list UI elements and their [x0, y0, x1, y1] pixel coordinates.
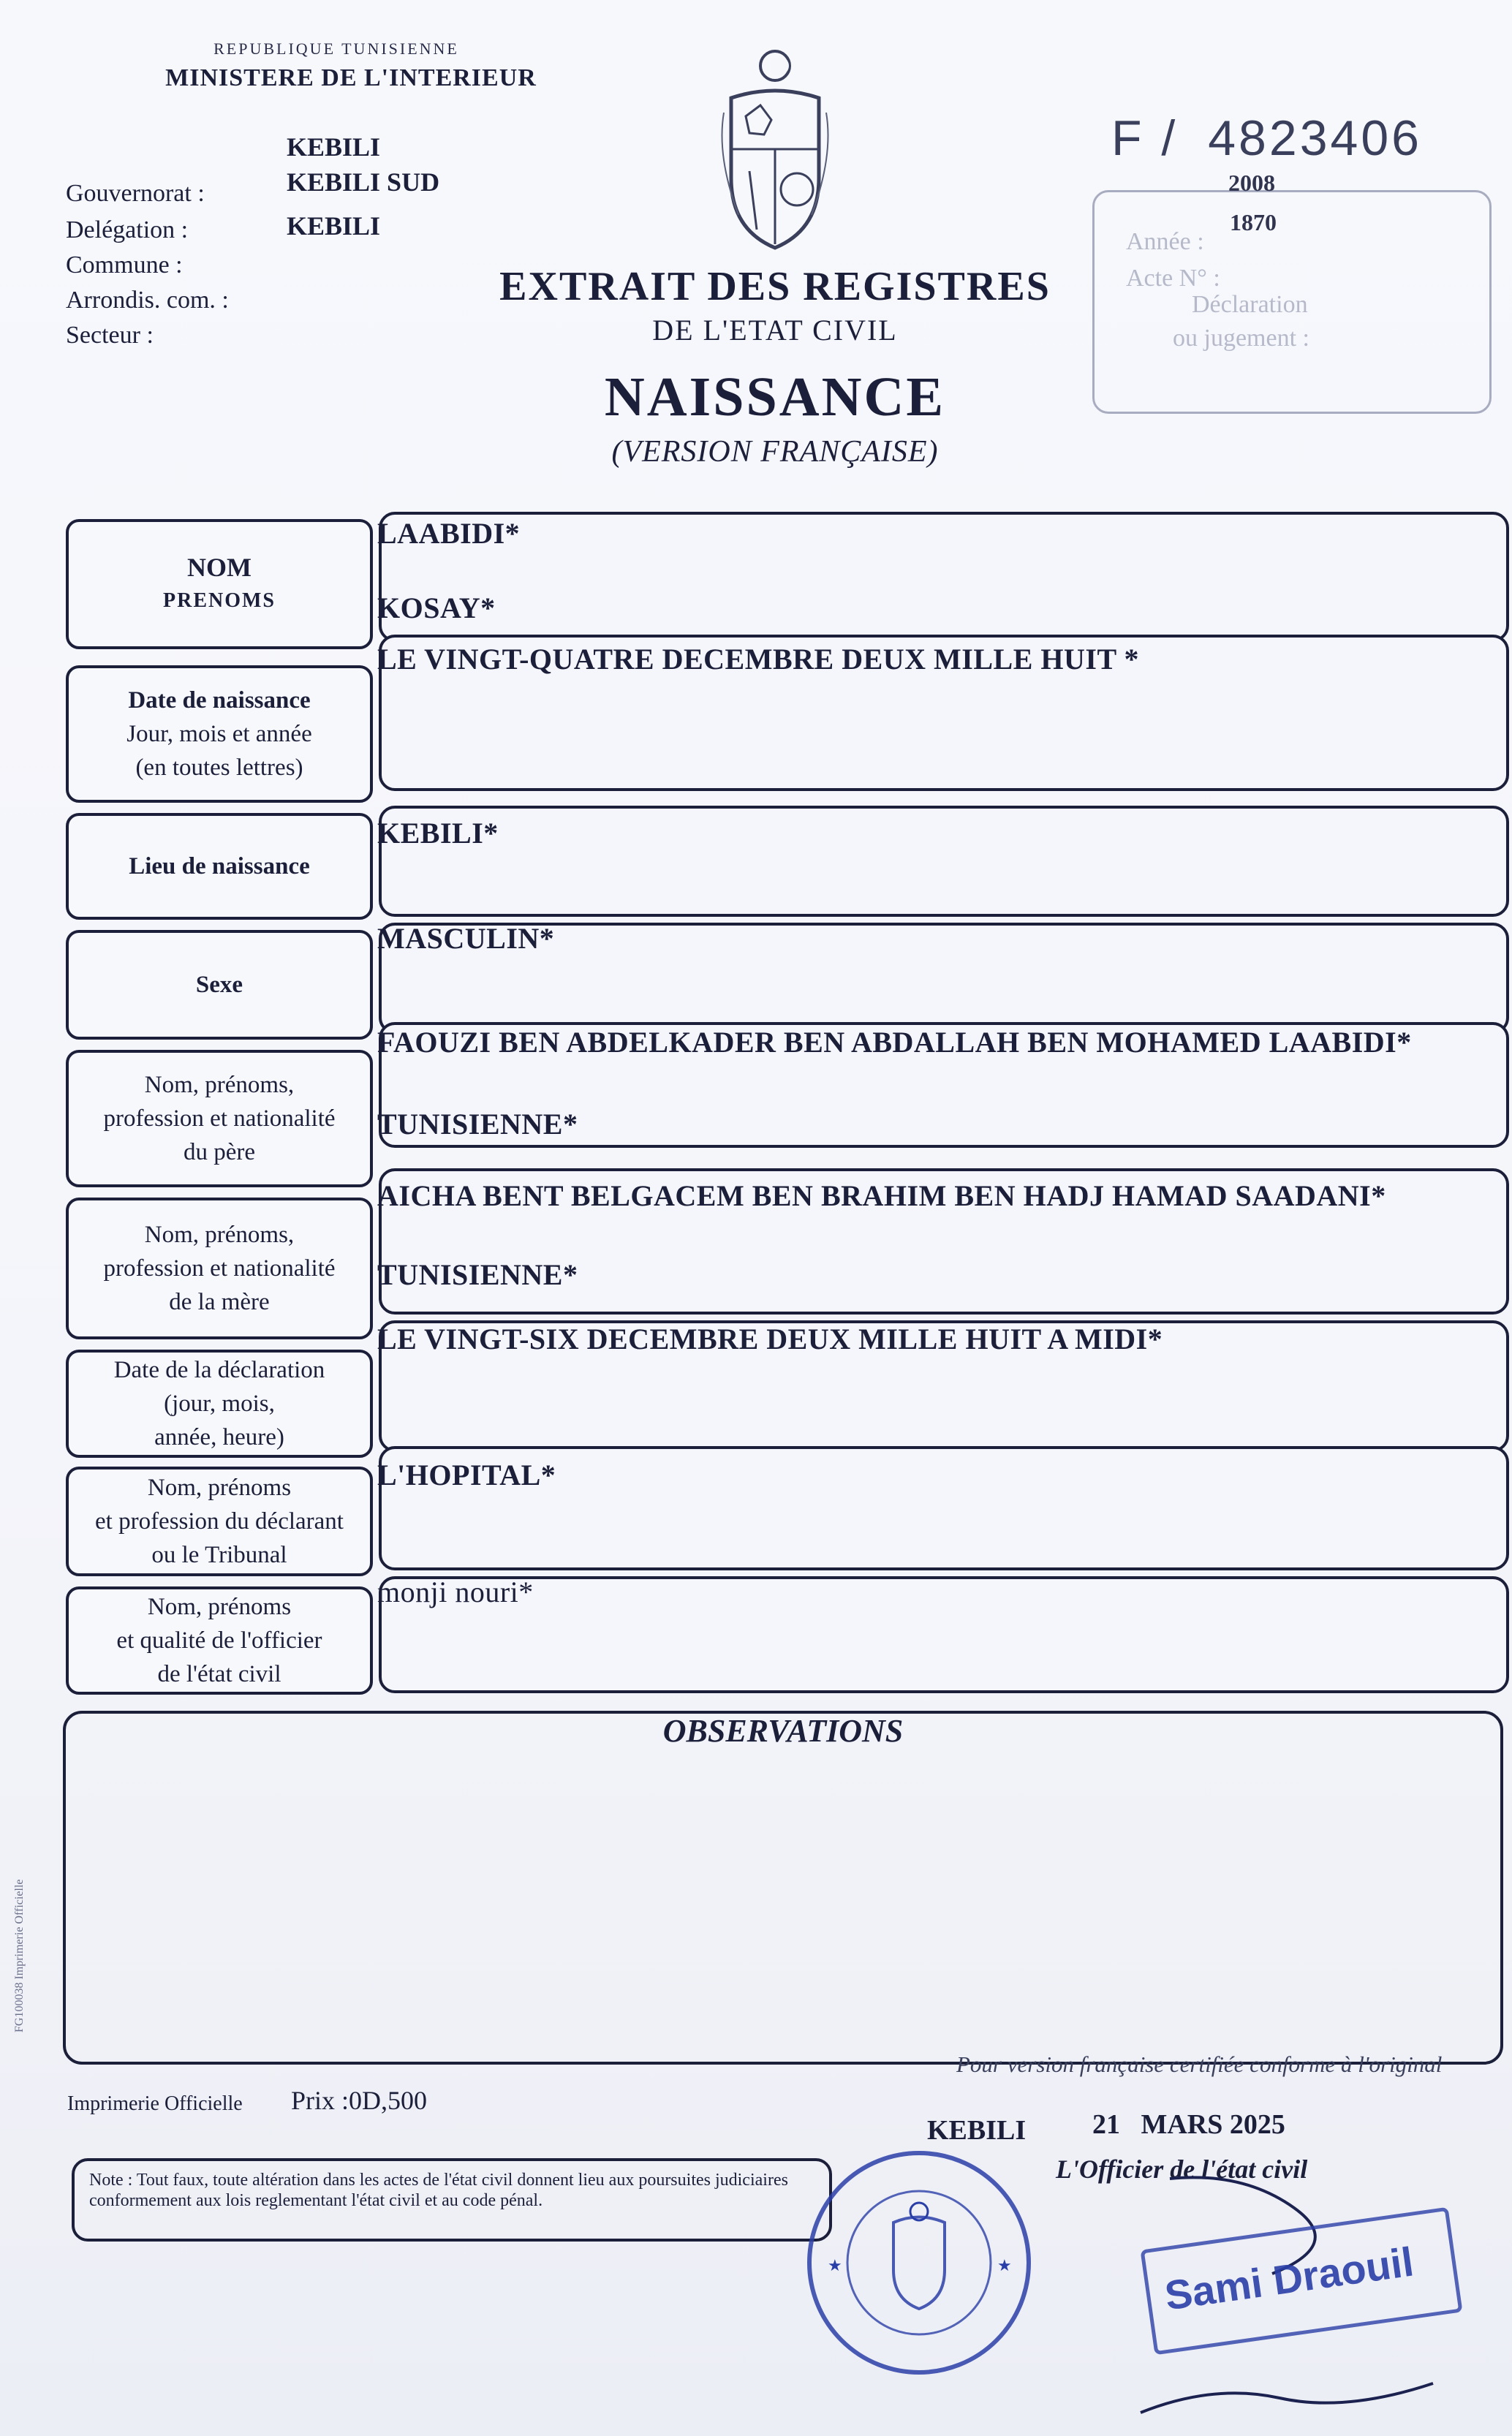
label-date-naissance-l2: Jour, mois et année [126, 721, 312, 747]
gouvernorat-value: KEBILI [287, 132, 381, 162]
label-officier [66, 1586, 373, 1695]
value-mere-nom: AICHA BENT BELGACEM BEN BRAHIM BEN HADJ HAMAD SAADANI* [377, 1179, 1386, 1212]
gouvernorat-label: Gouvernorat : [66, 180, 205, 207]
certified-label: Pour version française certifiée conforme à l'original [956, 2051, 1443, 2077]
annee-value: 2008 [1228, 170, 1275, 196]
official-stamp [798, 2142, 1040, 2383]
printer-label: Imprimerie Officielle [67, 2092, 243, 2115]
label-lieu-naissance [66, 813, 373, 920]
label-date-naissance-l3: (en toutes lettres) [135, 754, 303, 781]
delegation-value: KEBILI SUD [287, 167, 440, 197]
value-date-naissance: LE VINGT-QUATRE DECEMBRE DEUX MILLE HUIT * [377, 643, 1139, 676]
value-nom: LAABIDI* [377, 517, 521, 550]
value-prenoms: KOSAY* [377, 591, 496, 624]
label-declarant-l2: et profession du déclarant [95, 1508, 344, 1535]
commune-value: KEBILI [287, 211, 381, 241]
officer-title: L'Officier de l'état civil [1056, 2155, 1308, 2184]
serial-number [1111, 110, 1422, 167]
price-label: Prix :0D,500 [291, 2086, 428, 2115]
value-pere-nom: FAOUZI BEN ABDELKADER BEN ABDALLAH BEN MOHAMED LAABIDI* [377, 1026, 1412, 1059]
label-prenoms: PRENOMS [163, 589, 276, 612]
label-sexe-text: Sexe [195, 972, 243, 998]
title-extrait: EXTRAIT DES REGISTRES [499, 264, 1051, 309]
serial-value: 4823406 [1208, 110, 1422, 166]
label-date-naissance-l1: Date de naissance [128, 687, 311, 714]
label-date-declaration-l1: Date de la déclaration [113, 1357, 325, 1383]
label-declarant [66, 1467, 373, 1576]
value-date-declaration: LE VINGT-SIX DECEMBRE DEUX MILLE HUIT A MIDI* [377, 1323, 1163, 1355]
side-print-code: FG100038 Imprimerie Officielle [13, 1879, 26, 2032]
label-officier-l1: Nom, prénoms [147, 1594, 292, 1620]
title-etat-civil: DE L'ETAT CIVIL [652, 314, 898, 347]
title-version: (VERSION FRANÇAISE) [611, 435, 939, 469]
label-date-naissance [66, 665, 373, 803]
value-mere-nationalite: TUNISIENNE* [377, 1258, 578, 1291]
field-nom-prenoms [379, 512, 1509, 642]
issue-date: 21 MARS 2025 [1092, 2109, 1285, 2140]
label-lieu-naissance-text: Lieu de naissance [129, 853, 310, 880]
value-sexe: MASCULIN* [377, 922, 555, 955]
label-officier-l3: de l'état civil [157, 1661, 281, 1687]
label-sexe [66, 930, 373, 1040]
label-pere-l3: du père [183, 1139, 256, 1165]
value-officier: monji nouri* [377, 1576, 534, 1608]
ministry-heading: MINISTERE DE L'INTERIEUR [165, 64, 537, 91]
label-pere [66, 1050, 373, 1187]
label-date-declaration-l3: année, heure) [154, 1424, 284, 1450]
field-officier [379, 1576, 1509, 1693]
label-mere-l2: profession et nationalité [103, 1255, 336, 1282]
label-mere [66, 1198, 373, 1339]
label-declarant-l1: Nom, prénoms [147, 1475, 292, 1501]
coat-of-arms-emblem [709, 47, 841, 259]
label-officier-l2: et qualité de l'officier [116, 1627, 322, 1654]
acte-value: 1870 [1230, 209, 1277, 235]
acte-label: Acte N° : [1126, 265, 1220, 292]
label-nom: NOM [187, 553, 252, 582]
serial-prefix: F / [1111, 110, 1179, 166]
title-naissance: NAISSANCE [604, 366, 946, 428]
arrondis-label: Arrondis. com. : [66, 287, 229, 314]
svg-text:★: ★ [997, 2256, 1012, 2274]
delegation-label: Delégation : [66, 216, 189, 243]
label-pere-l2: profession et nationalité [103, 1105, 336, 1132]
label-date-declaration [66, 1350, 373, 1458]
label-date-declaration-l2: (jour, mois, [164, 1391, 275, 1417]
jugement-label: ou jugement : [1173, 325, 1309, 352]
field-lieu-naissance [379, 806, 1509, 917]
value-pere-nationalite: TUNISIENNE* [377, 1108, 578, 1141]
declaration-label: Déclaration [1192, 291, 1308, 318]
legal-note: Note : Tout faux, toute altération dans les actes de l'état civil donnent lieu aux poursuites judiciaires conformement aux lois reglementant l'état civil et au code pénal. [72, 2158, 832, 2242]
value-declarant: L'HOPITAL* [377, 1459, 556, 1491]
svg-text:★: ★ [828, 2256, 842, 2274]
secteur-label: Secteur : [66, 322, 154, 349]
label-nom-prenoms [66, 519, 373, 649]
value-lieu-naissance: KEBILI* [377, 817, 499, 850]
label-pere-l1: Nom, prénoms, [144, 1072, 295, 1098]
observations-box [63, 1711, 1503, 2065]
signature-name-stamp: Sami Draouil [1162, 2238, 1417, 2319]
republic-heading: REPUBLIQUE TUNISIENNE [213, 39, 459, 58]
observations-title: OBSERVATIONS [662, 1713, 904, 1749]
issue-place: KEBILI [927, 2115, 1027, 2146]
label-mere-l1: Nom, prénoms, [144, 1222, 295, 1248]
annee-label: Année : [1126, 228, 1204, 255]
label-declarant-l3: ou le Tribunal [151, 1542, 287, 1568]
commune-label: Commune : [66, 251, 183, 279]
label-mere-l3: de la mère [169, 1289, 270, 1315]
